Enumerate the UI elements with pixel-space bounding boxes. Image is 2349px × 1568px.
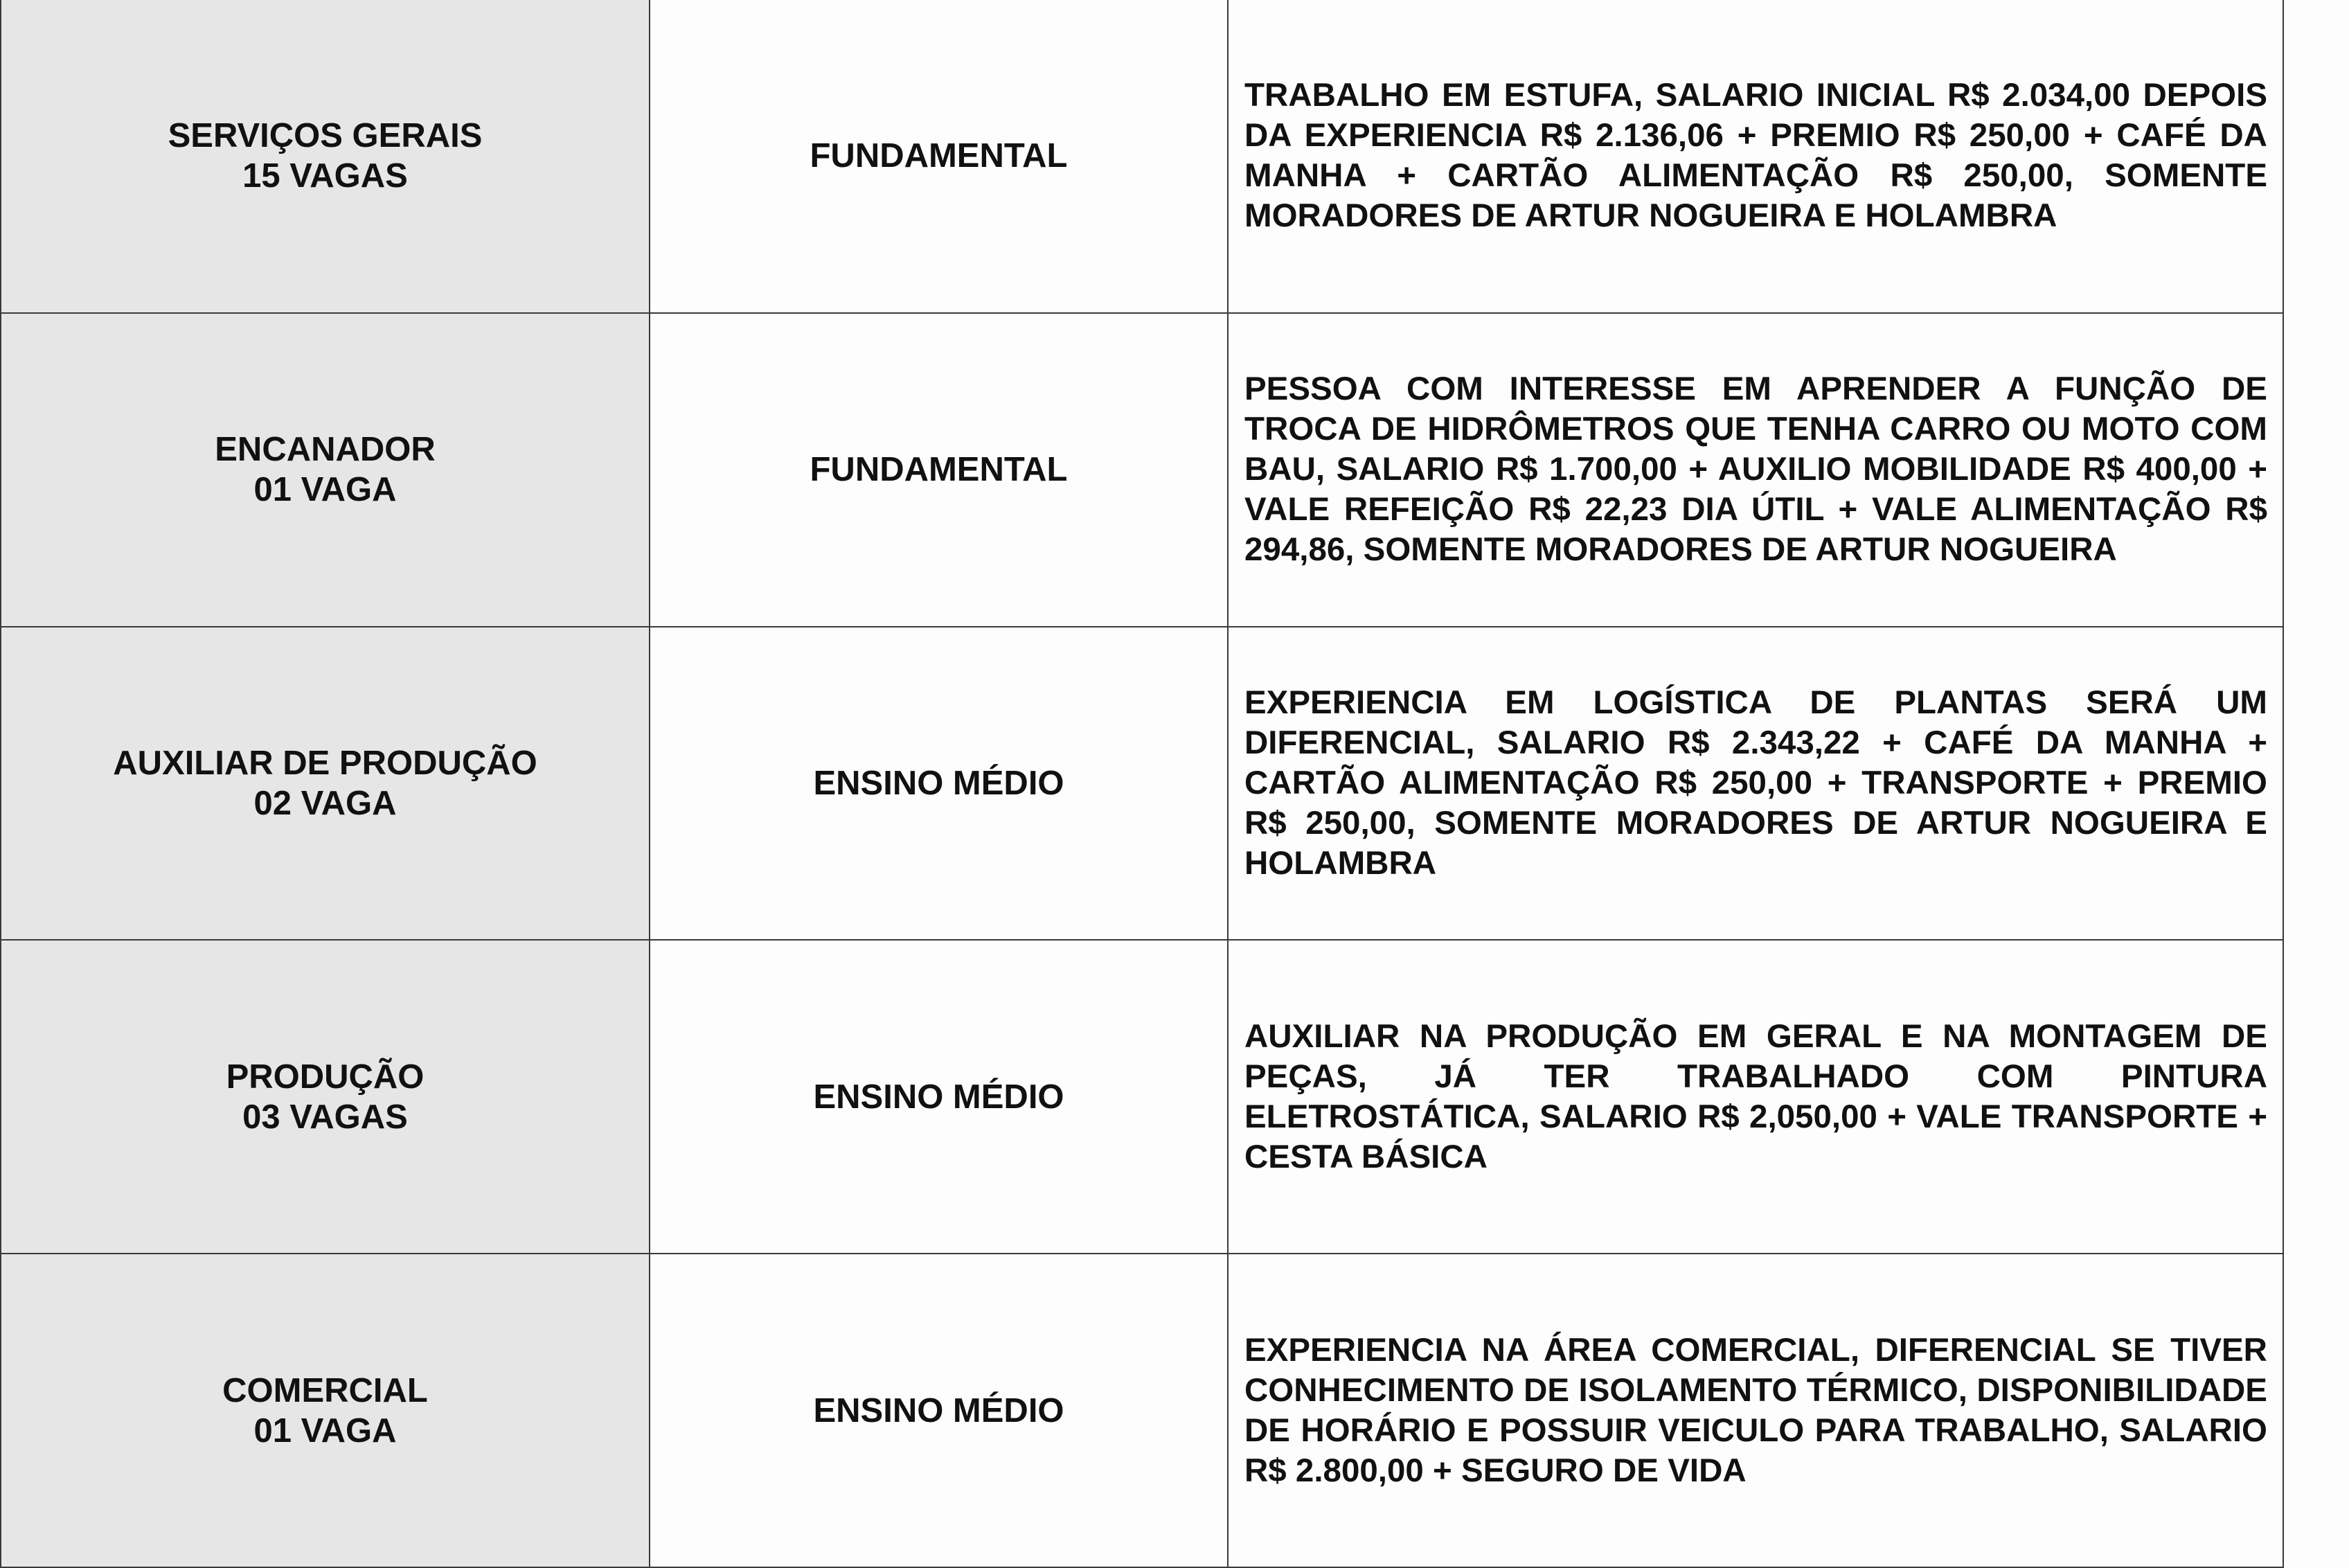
job-description: EXPERIENCIA NA ÁREA COMERCIAL, DIFERENCIAL SE TIVER CONHECIMENTO DE ISOLAMENTO TÉRMICO, DISPONIBILIDADE DE HORÁRIO E POSSUIR VEICULO PARA TRABALHO, SALARIO R$ 2.800,00 + SEGURO DE VIDA: [1244, 1331, 2267, 1489]
job-description: EXPERIENCIA EM LOGÍSTICA DE PLANTAS SERÁ UM DIFERENCIAL, SALARIO R$ 2.343,22 + CAFÉ DA MANHA + CARTÃO ALIMENTAÇÃO R$ 250,00 + TRANSPORTE + PREMIO R$ 250,00, SOMENTE MORADORES DE ARTUR NOGUEIRA E HOLAMBRA: [1244, 684, 2267, 882]
vacancy-count: 01 VAGA: [253, 1411, 397, 1450]
vacancy-count: 01 VAGA: [253, 471, 397, 509]
role-cell: [1, 627, 650, 941]
vacancy-count: 15 VAGAS: [242, 157, 408, 195]
role-cell: [1, 1254, 650, 1567]
description-cell: [1228, 0, 2283, 313]
description-cell: [1228, 940, 2283, 1254]
education-level: ENSINO MÉDIO: [650, 627, 1228, 941]
education-level: ENSINO MÉDIO: [650, 940, 1228, 1254]
table-row: [1, 313, 2283, 627]
role-title: PRODUÇÃO: [226, 1058, 425, 1096]
vacancy-count: 02 VAGA: [253, 784, 397, 822]
table-row: [1, 0, 2283, 313]
job-description: AUXILIAR NA PRODUÇÃO EM GERAL E NA MONTAGEM DE PEÇAS, JÁ TER TRABALHADO COM PINTURA ELETROSTÁTICA, SALARIO R$ 2,050,00 + VALE TRANSPORTE + CESTA BÁSICA: [1244, 1017, 2267, 1175]
description-cell: [1228, 1254, 2283, 1567]
role-cell: [1, 0, 650, 313]
role-cell: [1, 940, 650, 1254]
vacancy-count: 03 VAGAS: [242, 1098, 408, 1136]
education-level: ENSINO MÉDIO: [650, 1254, 1228, 1567]
description-cell: [1228, 627, 2283, 941]
job-description: PESSOA COM INTERESSE EM APRENDER A FUNÇÃO DE TROCA DE HIDRÔMETROS QUE TENHA CARRO OU MOTO COM BAU, SALARIO R$ 1.700,00 + AUXILIO MOBILIDADE R$ 400,00 + VALE REFEIÇÃO R$ 22,23 DIA ÚTIL + VALE ALIMENTAÇÃO R$ 294,86, SOMENTE MORADORES DE ARTUR NOGUEIRA: [1244, 371, 2267, 569]
role-title: ENCANADOR: [215, 431, 436, 469]
table-row: [1, 1254, 2283, 1567]
role-title: COMERCIAL: [222, 1371, 428, 1409]
job-description: TRABALHO EM ESTUFA, SALARIO INICIAL R$ 2.034,00 DEPOIS DA EXPERIENCIA R$ 2.136,06 + PREMIO R$ 250,00 + CAFÉ DA MANHA + CARTÃO ALIMENTAÇÃO R$ 250,00, SOMENTE MORADORES DE ARTUR NOGUEIRA E HOLAMBRA: [1244, 77, 2267, 235]
role-title: AUXILIAR DE PRODUÇÃO: [113, 744, 537, 782]
description-cell: [1228, 313, 2283, 627]
role-title: SERVIÇOS GERAIS: [168, 117, 483, 155]
education-level: FUNDAMENTAL: [650, 0, 1228, 313]
table-row: [1, 627, 2283, 941]
role-cell: [1, 313, 650, 627]
table-row: [1, 940, 2283, 1254]
education-level: FUNDAMENTAL: [650, 313, 1228, 627]
